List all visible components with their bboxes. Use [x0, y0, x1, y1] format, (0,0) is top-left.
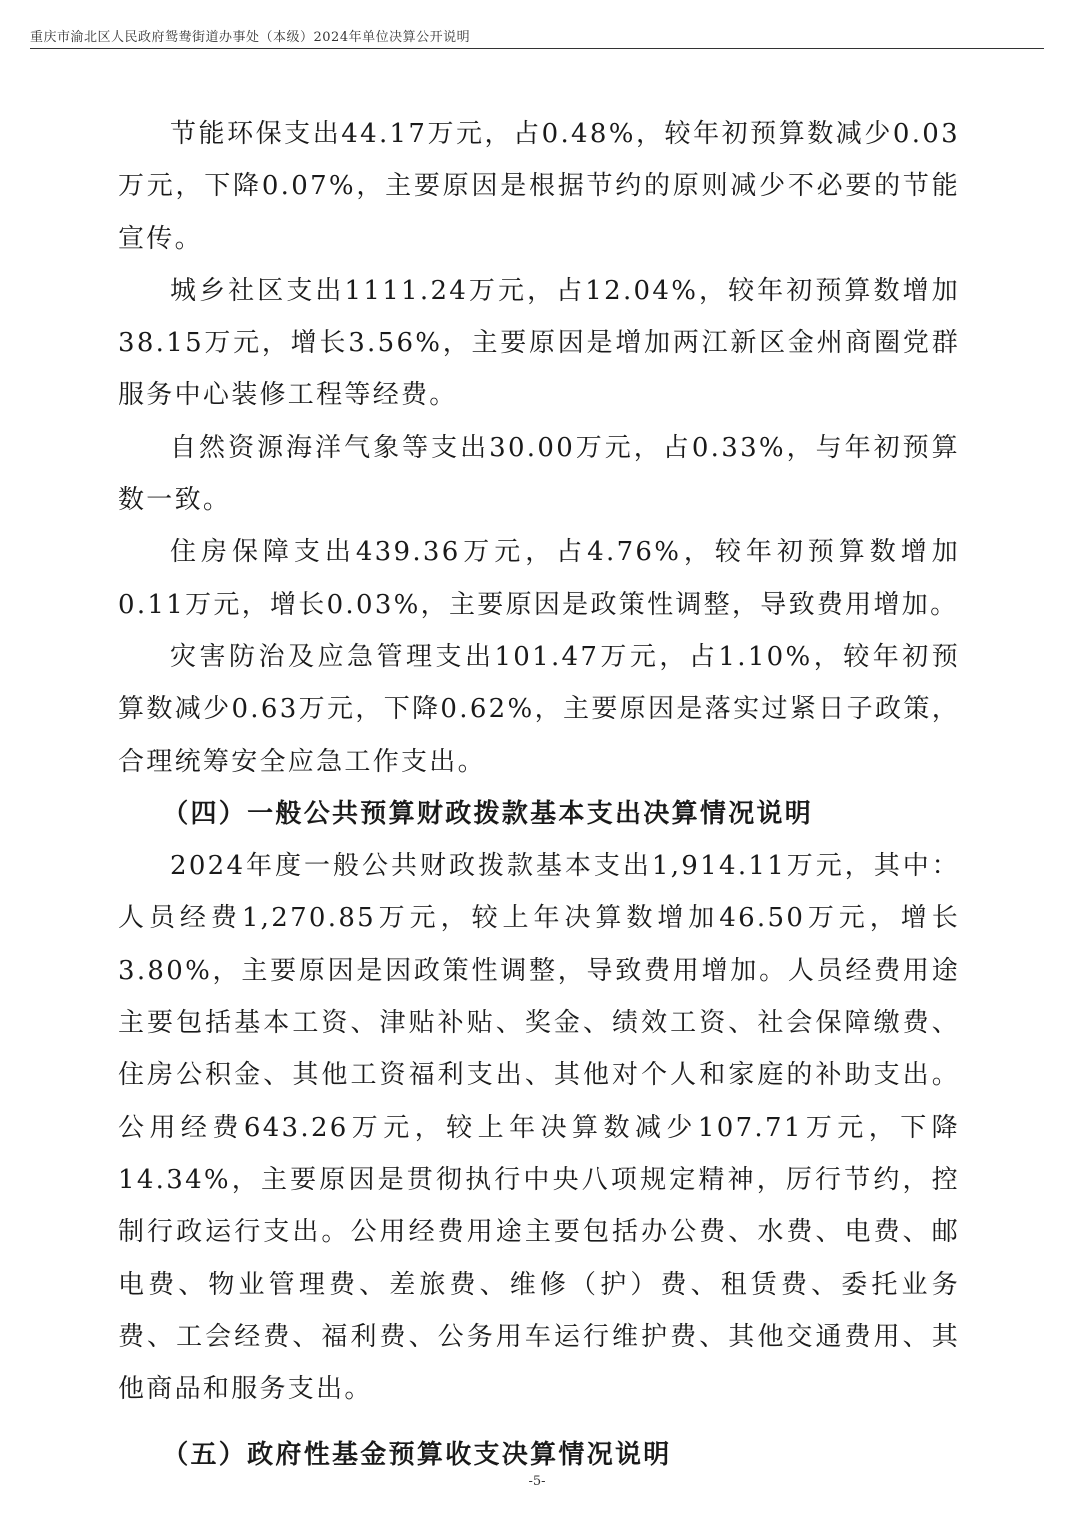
- paragraph-urban-rural-community: 城乡社区支出1111.24万元，占12.04%，较年初预算数增加38.15万元，增长3.56%，主要原因是增加两江新区金州商圈党群服务中心装修工程等经费。: [118, 275, 960, 411]
- section-heading-5: （五）政府性基金预算收支决算情况说明: [162, 1440, 672, 1471]
- section-heading-4: （四）一般公共预算财政拨款基本支出决算情况说明: [162, 798, 814, 829]
- paragraph-energy-environment: 节能环保支出44.17万元，占0.48%，较年初预算数减少0.03万元，下降0.07%，主要原因是根据节约的原则减少不必要的节能宣传。: [118, 119, 960, 254]
- paragraph-disaster-prevention: 灾害防治及应急管理支出101.47万元，占1.10%，较年初预算数减少0.63万元，下降0.62%，主要原因是落实过紧日子政策，合理统筹安全应急工作支出。: [118, 641, 960, 777]
- paragraph-basic-expenditure: 2024年度一般公共财政拨款基本支出1,914.11万元，其中：人员经费1,270.85万元，较上年决算数增加46.50万元，增长3.80%，主要原因是因政策性调整，导致费用增加。人员经费用途主要包括基本工资、津贴补贴、奖金、绩效工资、社会保障缴费、住房公积金、其他工资福利支出、其他对个人和家庭的补助支出。公用经费643.26万元，较上年决算数减少107.71万元，下降14.34%，主要原因是贯彻执行中央八项规定精神，厉行节约，控制行政运行支出。公用经费用途主要包括办公费、水费、电费、邮电费、物业管理费、差旅费、维修（护）费、租赁费、委托业务费、工会经费、福利费、公务用车运行维护费、其他交通费用、其他商品和服务支出。: [118, 851, 960, 1405]
- document-body: [118, 108, 960, 1482]
- page-number: -5-: [528, 1474, 546, 1489]
- document-header: 重庆市渝北区人民政府鸳鸯街道办事处（本级）2024年单位决算公开说明: [30, 30, 471, 45]
- paragraph-natural-resources: 自然资源海洋气象等支出30.00万元，占0.33%，与年初预算数一致。: [118, 432, 960, 516]
- header-divider: [30, 48, 1044, 49]
- paragraph-housing-security: 住房保障支出439.36万元，占4.76%，较年初预算数增加0.11万元，增长0.03%，主要原因是政策性调整，导致费用增加。: [118, 537, 960, 620]
